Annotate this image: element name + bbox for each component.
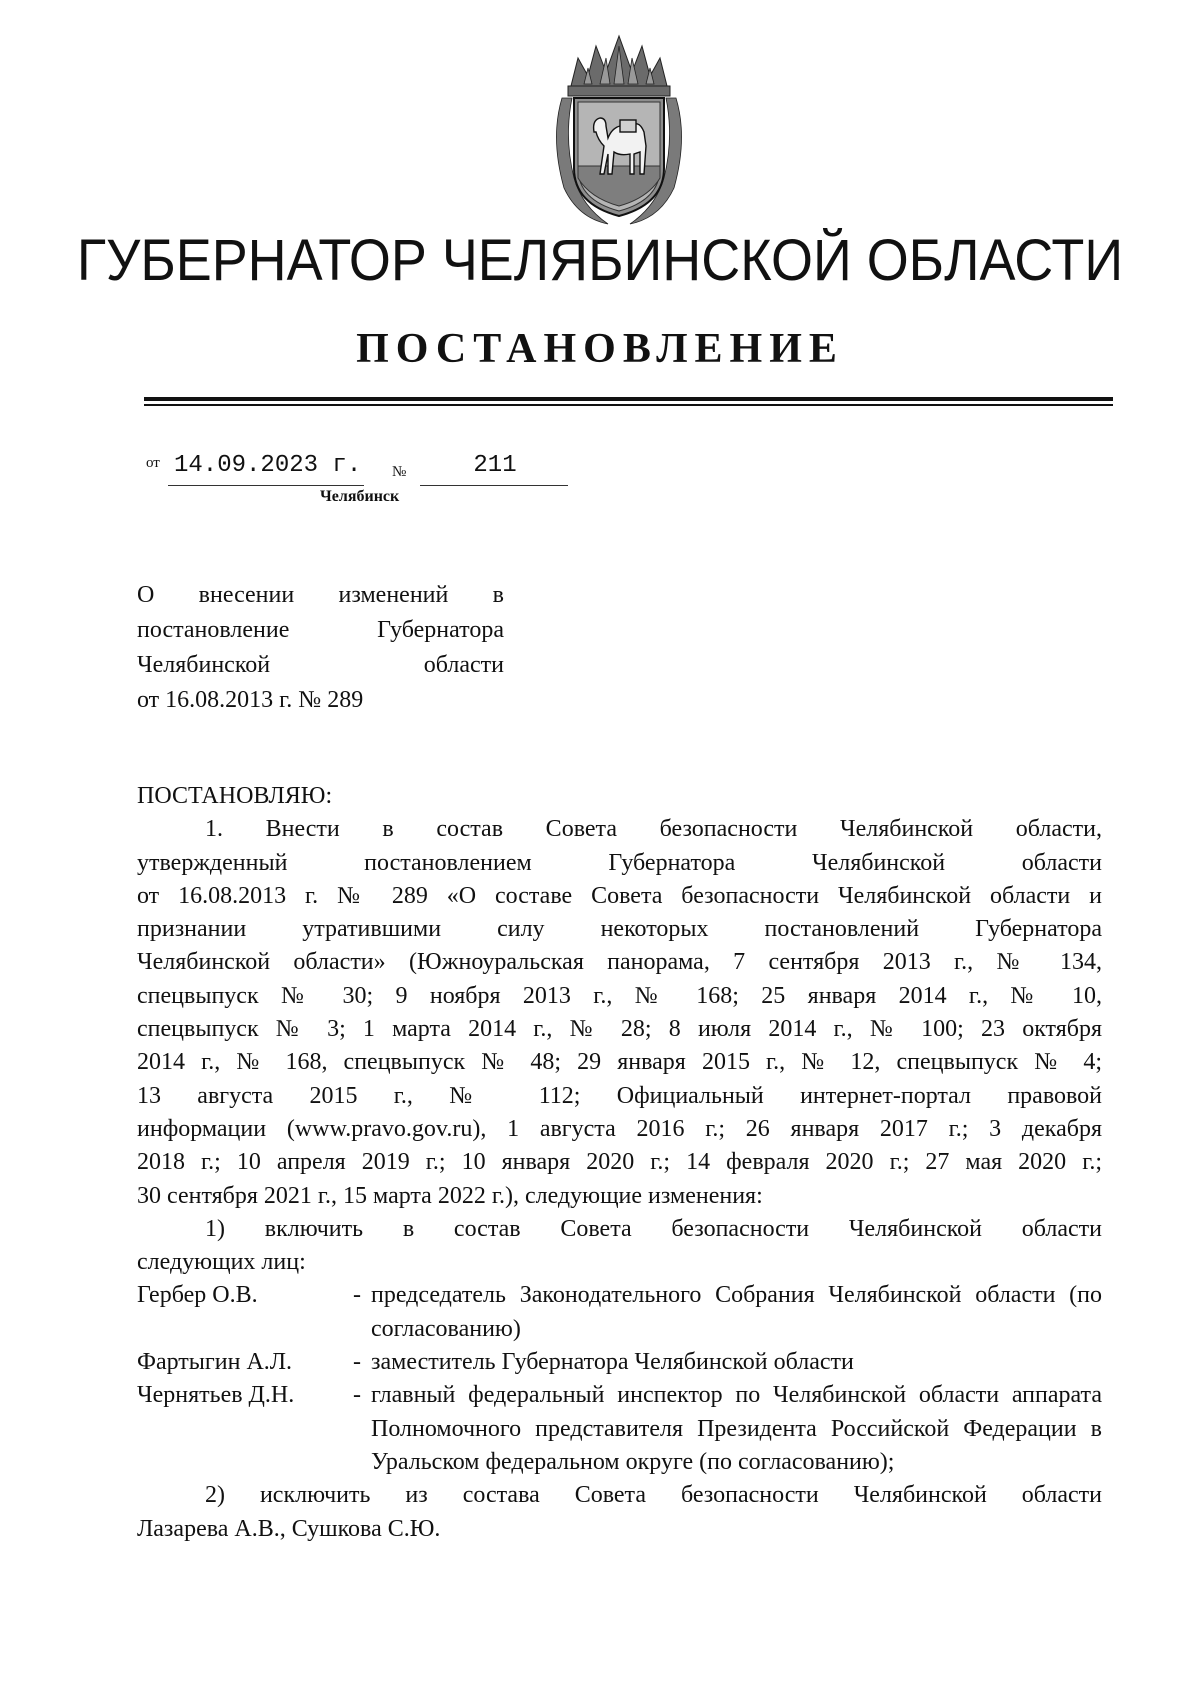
paragraph-line: 30 сентября 2021 г., 15 марта 2022 г.), следующие изменения: bbox=[137, 1182, 763, 1209]
date-label: от bbox=[146, 455, 160, 471]
paragraph-line: Челябинской области» (Южноуральская панорама, 7 сентября 2013 г., № 134, bbox=[137, 949, 1102, 976]
persons-table bbox=[137, 1279, 1102, 1479]
document-number: 211 bbox=[473, 452, 517, 479]
decree-word: ПОСТАНОВЛЯЮ: bbox=[137, 783, 333, 809]
header-rule-thick bbox=[144, 397, 1113, 401]
item-1-line: 1) включить в состав Совета безопасности Челябинской области bbox=[205, 1215, 1102, 1242]
number-underline bbox=[420, 485, 568, 486]
paragraph-line: спецвыпуск № 3; 1 марта 2014 г., № 28; 8 июля 2014 г., № 100; 23 октября bbox=[137, 1016, 1102, 1043]
paragraph-line: от 16.08.2013 г. № 289 «О составе Совета безопасности Челябинской области и bbox=[137, 882, 1102, 909]
paragraph-line: 2014 г., № 168, спецвыпуск № 48; 29 января 2015 г., № 12, спецвыпуск № 4; bbox=[137, 1049, 1102, 1076]
document-date: 14.09.2023 г. bbox=[174, 452, 362, 479]
paragraph-line: утвержденный постановлением Губернатора Челябинской области bbox=[137, 849, 1102, 876]
person-dash: - bbox=[353, 1382, 361, 1409]
person-dash: - bbox=[353, 1349, 361, 1376]
person-dash: - bbox=[353, 1282, 361, 1309]
person-row bbox=[137, 1379, 1102, 1479]
item-1-line: следующих лиц: bbox=[137, 1249, 306, 1276]
document-city: Челябинск bbox=[320, 488, 400, 505]
person-name: Гербер О.В. bbox=[137, 1282, 258, 1309]
person-role: председатель Законодательного Собрания Челябинской области (по согласованию) bbox=[371, 1282, 1102, 1342]
person-name: Фартыгин А.Л. bbox=[137, 1349, 293, 1376]
person-role: главный федеральный инспектор по Челябинской области аппарата Полномочного представителя Президента Российской Федерации в Уральском федеральном округе (по согласованию); bbox=[371, 1382, 1102, 1475]
number-label: № bbox=[392, 464, 407, 480]
item-2-line: 2) исключить из состава Совета безопасности Челябинской области bbox=[205, 1482, 1102, 1509]
paragraph-line: 13 августа 2015 г., № 112; Официальный интернет-портал правовой bbox=[137, 1082, 1102, 1109]
person-row bbox=[137, 1346, 1102, 1379]
header-rule-thin bbox=[144, 404, 1113, 406]
item-2-line: Лазарева А.В., Сушкова С.Ю. bbox=[137, 1515, 441, 1542]
document-body bbox=[137, 780, 1102, 1546]
subject-line: постановление Губернатора bbox=[137, 617, 504, 643]
paragraph-line: 1. Внести в состав Совета безопасности Челябинской области, bbox=[205, 816, 1102, 843]
subject-line: Челябинской области bbox=[137, 652, 504, 678]
person-role: заместитель Губернатора Челябинской области bbox=[371, 1349, 854, 1376]
subject-line: от 16.08.2013 г. № 289 bbox=[137, 687, 364, 713]
document-type: ПОСТАНОВЛЕНИЕ bbox=[356, 326, 844, 372]
coat-of-arms-emblem bbox=[548, 28, 690, 228]
subject-line: О внесении изменений в bbox=[137, 582, 504, 608]
document-subject bbox=[137, 578, 504, 718]
paragraph-line: 2018 г.; 10 апреля 2019 г.; 10 января 2020 г.; 14 февраля 2020 г.; 27 мая 2020 г.; bbox=[137, 1149, 1102, 1176]
issuer-title: ГУБЕРНАТОР ЧЕЛЯБИНСКОЙ ОБЛАСТИ bbox=[76, 228, 1124, 293]
date-underline bbox=[168, 485, 364, 486]
person-row bbox=[137, 1279, 1102, 1346]
paragraph-line: информации (www.pravo.gov.ru), 1 августа 2016 г.; 26 января 2017 г.; 3 декабря bbox=[137, 1115, 1102, 1142]
paragraph-line: признании утратившими силу некоторых постановлений Губернатора bbox=[137, 916, 1102, 943]
paragraph-line: спецвыпуск № 30; 9 ноября 2013 г., № 168; 25 января 2014 г., № 10, bbox=[137, 982, 1102, 1009]
person-name: Чернятьев Д.Н. bbox=[137, 1382, 295, 1409]
